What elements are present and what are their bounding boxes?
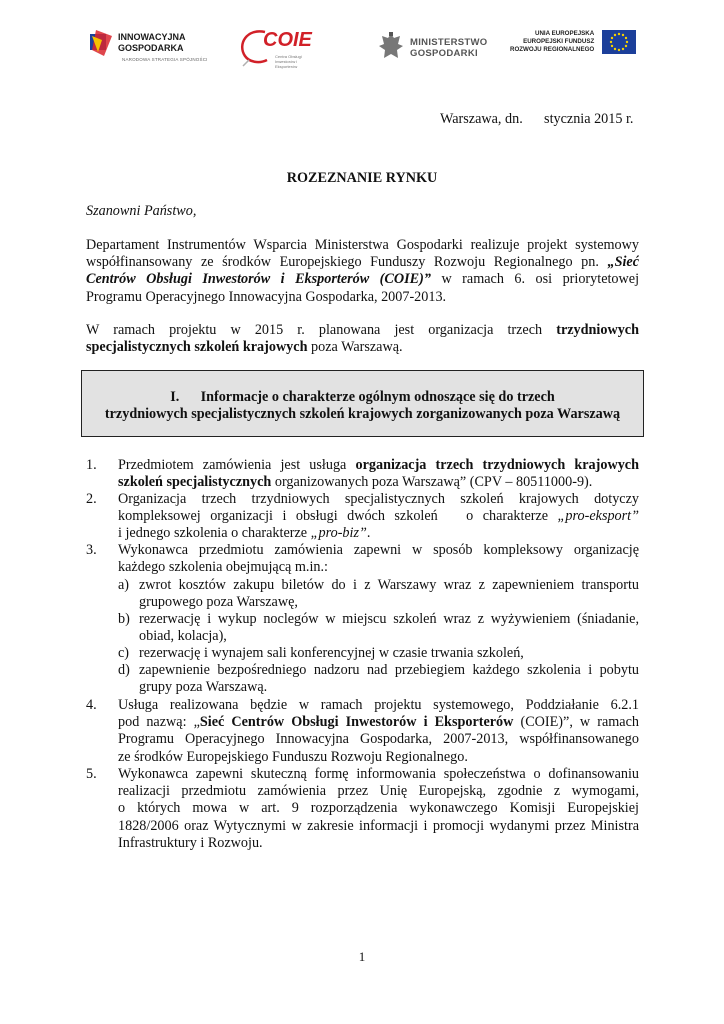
item-number: 4. [86, 697, 97, 713]
section-heading-line-2: trzydniowych specjalistycznych szkoleń krajowych zorganizowanych poza Warszawą [104, 406, 621, 423]
document-title: ROZEZNANIE RYNKU [286, 170, 438, 186]
innowacyjna-gospodarka-logo [90, 30, 208, 62]
eu-flag-icon [602, 30, 636, 54]
sub-item-letter: b) [118, 611, 130, 627]
logo-ig-line1: INNOWACYJNA [118, 32, 186, 42]
item1-line-2: szkoleń specjalistycznych organizowanych poza Warszawą” (CPV – 80511000-9). [118, 474, 593, 491]
item5-line-1: Wykonawca zapewni skuteczną formę informowania społeczeństwa o dofinansowaniu [118, 766, 639, 782]
sub-d-line-2: grupy poza Warszawą. [139, 679, 268, 696]
ministerstwo-gospodarki-logo [378, 32, 488, 64]
item4-line-3: Programu Operacyjnego Innowacyjna Gospodarka, 2007-2013, współfinansowanego [118, 731, 639, 748]
sub-item-letter: c) [118, 645, 130, 661]
item4-line-4: ze środków Europejskiego Funduszu Rozwoju Regionalnego. [118, 748, 468, 765]
item-number: 1. [86, 457, 97, 473]
item2-line-2: kompleksowej organizacji i obsługi dwóch szkoleń o charakterze „pro-eksport” [118, 508, 639, 525]
item-number: 3. [86, 542, 97, 558]
page-number: 1 [358, 949, 366, 964]
item3-line-1: Wykonawca przedmiotu zamówienia zapewni w sposób kompleksowy organizację [118, 542, 639, 558]
item-number: 2. [86, 491, 97, 507]
item4-line-2: pod nazwą: „Sieć Centrów Obsługi Inwestorów i Eksporterów (COIE)”, w ramach [118, 714, 639, 731]
project-line-1: W ramach projektu w 2015 r. planowana jest organizacja trzech trzydniowych [86, 322, 639, 338]
item4-line-1: Usługa realizowana będzie w ramach projektu systemowego, Poddziałanie 6.2.1 [118, 697, 639, 713]
item5-line-3: o których mowa w art. 9 rozporządzenia wykonawczego Komisji Europejskiej [118, 800, 639, 817]
header-logos [90, 24, 650, 84]
logo-ig-line2: GOSPODARKA [118, 43, 184, 53]
item-number: 5. [86, 766, 97, 782]
sub-item-letter: a) [118, 577, 130, 593]
logo-ue-line3: ROZWOJU REGIONALNEGO [510, 46, 595, 53]
intro-paragraph [86, 237, 639, 306]
item2-line-1: Organizacja trzech trzydniowych specjalistycznych szkoleń krajowych dotyczy [118, 491, 639, 507]
sub-d-line-1: zapewnienie bezpośredniego nadzoru nad przebiegiem każdego szkolenia i pobytu [139, 662, 639, 678]
logo-mg-line2: GOSPODARKI [410, 48, 478, 59]
logo-coie-text: COIE [263, 29, 312, 51]
intro-line-2: współfinansowany ze środków Europejskiego Funduszy Rozwoju Regionalnego pn. „Sieć [86, 254, 639, 271]
section-heading-box [81, 370, 644, 437]
item5-line-5: Infrastruktury i Rozwoju. [118, 834, 263, 851]
intro-line-3: Centrów Obsługi Inwestorów i Eksporterów (COIE)” w ramach 6. osi priorytetowej [86, 271, 639, 288]
project-paragraph [86, 322, 639, 356]
sub-a-line-2: grupowego poza Warszawę, [139, 594, 298, 611]
sub-b-line-2: obiad, kolacja), [139, 628, 227, 645]
sub-b-line-1: rezerwację i wykup noclegów w miejscu szkoleń wraz z wyżywieniem (śniadanie, [139, 611, 639, 627]
unia-europejska-logo [510, 30, 636, 54]
logo-ue-line2: EUROPEJSKI FUNDUSZ [523, 38, 595, 45]
intro-line-4: Programu Operacyjnego Innowacyjna Gospodarka, 2007-2013. [86, 288, 447, 305]
eagle-emblem-icon [378, 32, 404, 64]
item3-line-2: każdego szkolenia obejmującą m.in.: [118, 559, 328, 576]
item1-line-1: Przedmiotem zamówienia jest usługa organizacja trzech trzydniowych krajowych [118, 457, 639, 473]
sub-item-letter: d) [118, 662, 130, 678]
item5-line-2: realizacji przedmiotu zamówienia przez Unię Europejską, zgodnie z wymogami, [118, 783, 639, 800]
logo-ig-sub: NARODOWA STRATEGIA SPÓJNOŚCI [122, 57, 208, 62]
greeting: Szanowni Państwo, [86, 203, 197, 219]
document-date: Warszawa, dn. stycznia 2015 r. [440, 111, 634, 127]
logo-ue-line1: UNIA EUROPEJSKA [534, 30, 595, 37]
item2-line-3: i jednego szkolenia o charakterze „pro-biz”. [118, 525, 371, 542]
logo-coie-sub: Centra Obsługi Inwestorów i Eksporterów [275, 54, 302, 69]
item5-line-4: 1828/2006 oraz Wytycznymi w zakresie informacji i promocji wydanymi przez Ministra [118, 817, 639, 834]
sub-c-line-1: rezerwację i wynajem sali konferencyjnej w czasie trwania szkoleń, [139, 645, 524, 661]
sub-a-line-1: zwrot kosztów zakupu biletów do i z Warszawy wraz z zapewnieniem transportu [139, 577, 639, 593]
ig-emblem-icon [90, 30, 112, 56]
intro-line-1: Departament Instrumentów Wsparcia Ministerstwa Gospodarki realizuje projekt systemowy [86, 237, 639, 253]
project-line-2: specjalistycznych szkoleń krajowych poza Warszawą. [86, 339, 403, 356]
coie-logo [235, 26, 325, 76]
logo-mg-line1: MINISTERSTWO [410, 37, 488, 48]
section-heading-line-1: I. Informacje o charakterze ogólnym odnoszące się do trzech [170, 389, 555, 405]
